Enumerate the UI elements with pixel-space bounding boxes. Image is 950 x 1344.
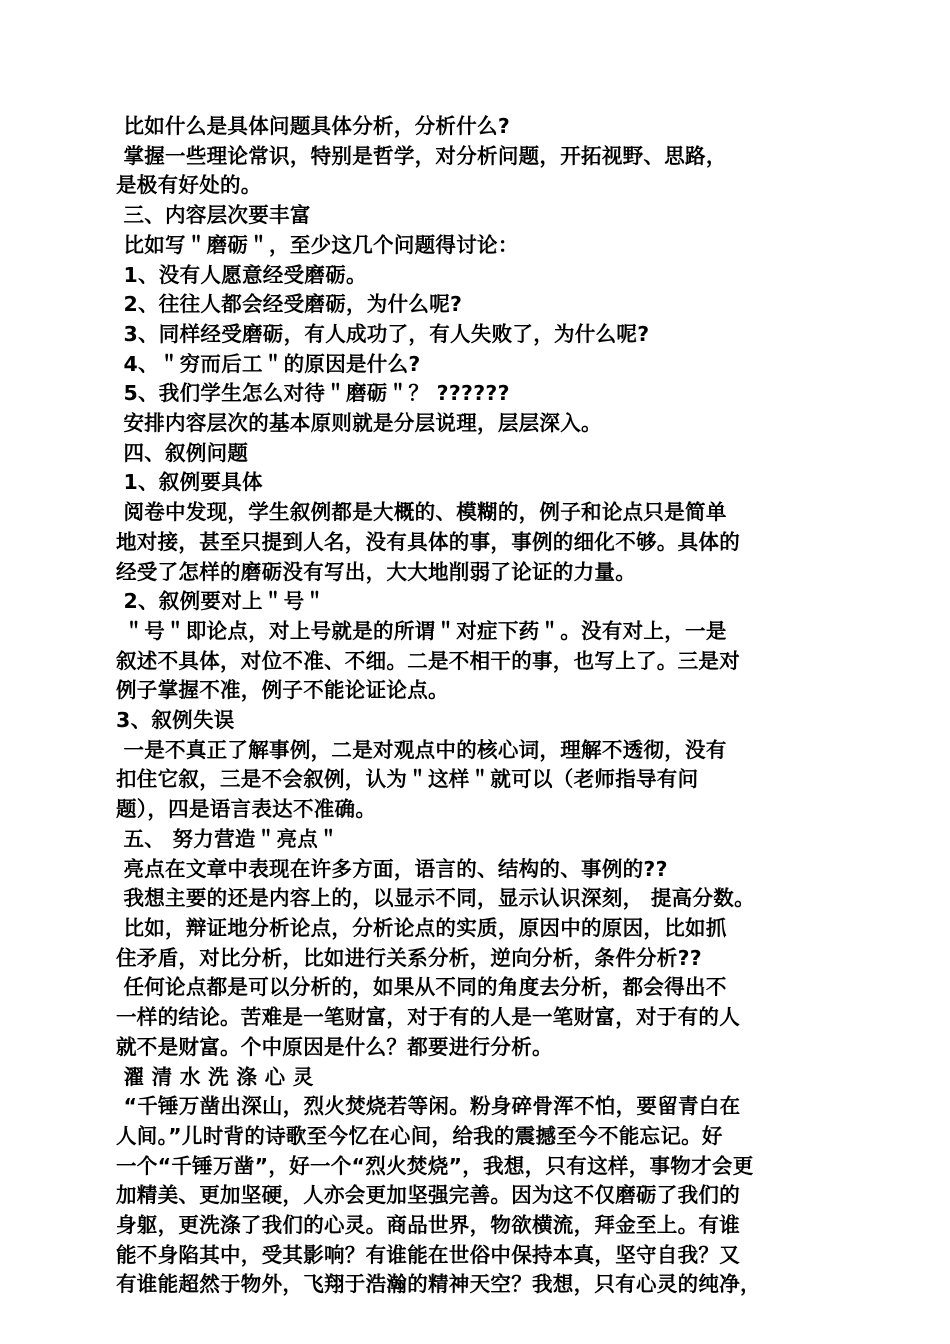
text-line: 是极有好处的。 bbox=[116, 173, 262, 198]
text-line: 经受了怎样的磨砺没有写出，大大地削弱了论证的力量。 bbox=[116, 559, 636, 584]
text-line: 安排内容层次的基本原则就是分层说理，层层深入。 bbox=[116, 411, 602, 436]
text-line: 一样的结论。苦难是一笔财富，对于有的人是一笔财富，对于有的人 bbox=[116, 1005, 740, 1030]
text-line: 比如什么是具体问题具体分析，分析什么? bbox=[116, 114, 511, 138]
text-line: 人间。”儿时背的诗歌至今忆在心间，给我的震撼至今不能忘记。好 bbox=[116, 1123, 723, 1148]
text-line: 比如写＂磨砺＂，至少这几个问题得讨论： bbox=[116, 232, 519, 257]
text-line: 身躯，更洗涤了我们的心灵。商品世界，物欲横流，拜金至上。有谁 bbox=[116, 1213, 740, 1238]
subsection-heading: 2、叙例要对上＂号＂ bbox=[116, 589, 326, 614]
text-line: 题），四是语言表达不准确。 bbox=[116, 797, 377, 822]
section-heading: 三、内容层次要丰富 bbox=[116, 203, 311, 228]
text-line: 能不身陷其中，受其影响？有谁能在世俗中保持本真，坚守自我？又 bbox=[116, 1242, 740, 1267]
text-line: 任何论点都是可以分析的，如果从不同的角度去分析，都会得出不 bbox=[116, 975, 727, 1000]
text-line: “千锤万凿出深山，烈火焚烧若等闲。粉身碎骨浑不怕，要留青白在 bbox=[116, 1094, 741, 1119]
text-line: 比如，辩证地分析论点，分析论点的实质，原因中的原因，比如抓 bbox=[116, 915, 727, 940]
text-line: 一个“千锤万凿”，好一个“烈火焚烧”，我想，只有这样，事物才会更 bbox=[116, 1153, 754, 1178]
subsection-heading: 1、叙例要具体 bbox=[116, 470, 263, 495]
text-line: 住矛盾，对比分析，比如进行关系分析，逆向分析，条件分析?? bbox=[116, 945, 702, 970]
text-line: 我想主要的还是内容上的，以显示不同，显示认识深刻， 提高分数。 bbox=[116, 886, 755, 911]
text-line: 地对接，甚至只提到人名，没有具体的事，事例的细化不够。具体的 bbox=[116, 529, 740, 554]
text-line: 掌握一些理论常识，特别是哲学，对分析问题，开拓视野、思路， bbox=[116, 143, 727, 168]
text-line: 阅卷中发现，学生叙例都是大概的、模糊的，例子和论点只是简单 bbox=[116, 500, 727, 525]
text-line: 叙述不具体，对位不准、不细。二是不相干的事，也写上了。三是对 bbox=[116, 648, 740, 673]
list-item: 2、往往人都会经受磨砺，为什么呢? bbox=[116, 292, 463, 317]
essay-title: 濯 清 水 洗 涤 心 灵 bbox=[116, 1064, 314, 1089]
text-line: 一是不真正了解事例，二是对观点中的核心词，理解不透彻，没有 bbox=[116, 737, 727, 762]
text-line: ＂号＂即论点，对上号就是的所谓＂对症下药＂。没有对上，一是 bbox=[116, 618, 727, 643]
list-item: 1、没有人愿意经受磨砺。 bbox=[116, 262, 367, 287]
document-body bbox=[116, 112, 846, 1300]
text-line: 扣住它叙，三是不会叙例，认为＂这样＂就可以（老师指导有问 bbox=[116, 767, 699, 792]
text-line: 有谁能超然于物外，飞翔于浩瀚的精神天空？我想，只有心灵的纯净， bbox=[116, 1272, 761, 1297]
list-item: 5、我们学生怎么对待＂磨砺＂？ ?????? bbox=[116, 381, 510, 406]
list-item: 3、同样经受磨砺，有人成功了，有人失败了，为什么呢? bbox=[116, 321, 650, 346]
section-heading: 四、叙例问题 bbox=[116, 440, 249, 465]
text-line: 加精美、更加坚硬，人亦会更加坚强完善。因为这不仅磨砺了我们的 bbox=[116, 1183, 740, 1208]
text-line: 例子掌握不准，例子不能论证论点。 bbox=[116, 678, 449, 703]
text-line: 亮点在文章中表现在许多方面，语言的、结构的、事例的?? bbox=[116, 856, 668, 881]
text-line: 就不是财富。个中原因是什么？都要进行分析。 bbox=[116, 1034, 553, 1059]
list-item: 4、＂穷而后工＂的原因是什么? bbox=[116, 351, 421, 376]
section-heading: 五、 努力营造＂亮点＂ bbox=[116, 826, 339, 851]
subsection-heading: 3、叙例失误 bbox=[116, 708, 235, 733]
